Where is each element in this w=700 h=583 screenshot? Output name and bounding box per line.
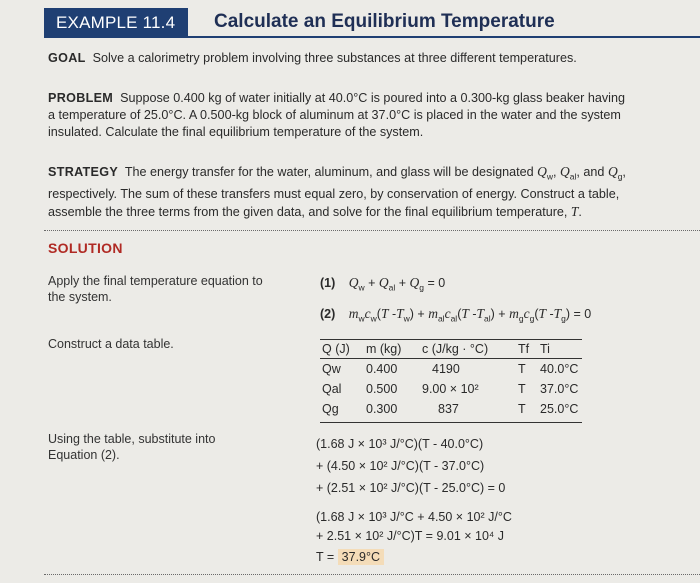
solution-title: SOLUTION bbox=[48, 240, 123, 256]
header-m: m (kg) bbox=[364, 340, 420, 359]
strategy-paragraph: STRATEGY The energy transfer for the water, aluminum, and glass will be designated $Q_w$, $Q_{al}$, and $Q_g$, respectively. The sum of these transfers must equal zero, by conservation of energy. Construct a table, assemble the three terms from the given data, and solve for the final equilibrium temperature, T. bbox=[48, 164, 626, 219]
data-table bbox=[320, 340, 582, 419]
result-prefix: T = bbox=[316, 550, 335, 564]
step-2-text: Construct a data table. bbox=[48, 337, 174, 351]
cell-tf: T bbox=[518, 382, 526, 396]
strategy-line-2: respectively. The sum of these transfers must equal zero, by conservation of energy. Construct a table, bbox=[48, 186, 620, 201]
equation-1: (1) $Q_w + Q_{al} + Q_g = 0$ bbox=[320, 275, 446, 293]
problem-line-1: Suppose 0.400 kg of water initially at 40.0°C is poured into a 0.300-kg glass beaker having bbox=[120, 91, 625, 105]
table-row bbox=[320, 399, 582, 419]
equation-2-number: (2) bbox=[320, 307, 336, 321]
cell-q: Qw bbox=[322, 362, 341, 376]
problem-paragraph bbox=[48, 90, 625, 141]
cell-ti: 37.0°C bbox=[540, 382, 579, 396]
strategy-label: STRATEGY bbox=[48, 165, 119, 179]
substitution-line-3: + (2.51 × 10² J/°C)(T - 25.0°C) = 0 bbox=[316, 481, 506, 495]
equation-1-number: (1) bbox=[320, 276, 336, 290]
cell-m: 0.300 bbox=[366, 402, 398, 416]
cell-m: 0.500 bbox=[366, 382, 398, 396]
substitution-line-4: (1.68 J × 10³ J/°C + 4.50 × 10² J/°C bbox=[316, 510, 512, 524]
header-q: Q (J) bbox=[320, 340, 364, 359]
cell-q: Qg bbox=[322, 402, 339, 416]
goal-paragraph bbox=[48, 50, 577, 67]
substitution-line-1: (1.68 J × 10³ J/°C)(T - 40.0°C) bbox=[316, 437, 484, 451]
final-result bbox=[316, 550, 384, 564]
goal-label: GOAL bbox=[48, 51, 86, 65]
cell-m: 0.400 bbox=[366, 362, 398, 376]
header-tf: Tf bbox=[516, 340, 538, 359]
substitution-line-5: + 2.51 × 10² J/°C)T = 9.01 × 10⁴ J bbox=[316, 529, 505, 543]
table-row bbox=[320, 379, 582, 399]
strategy-line-1: The energy transfer for the water, aluminum, and glass will be designated bbox=[124, 165, 534, 179]
example-badge: EXAMPLE 11.4 bbox=[44, 8, 188, 38]
problem-line-2: a temperature of 25.0°C. A 0.500-kg block of aluminum at 37.0°C is placed in the water and the system bbox=[48, 108, 621, 122]
substitution-line-2: + (4.50 × 10² J/°C)(T - 37.0°C) bbox=[316, 459, 485, 473]
cell-tf: T bbox=[518, 362, 526, 376]
problem-line-3: insulated. Calculate the final equilibrium temperature of the system. bbox=[48, 125, 424, 139]
cell-ti: 40.0°C bbox=[540, 362, 579, 376]
strategy-symbols: $Q_w$, $Q_{al}$, and $Q_g$, bbox=[537, 164, 626, 182]
cell-tf: T bbox=[518, 402, 526, 416]
step-3-text: Using the table, substitute into Equation (2). bbox=[48, 432, 216, 462]
step-1-text: Apply the final temperature equation to the system. bbox=[48, 274, 263, 304]
goal-text: Solve a calorimetry problem involving three substances at three different temperatures. bbox=[92, 51, 577, 65]
cell-ti: 25.0°C bbox=[540, 402, 579, 416]
strategy-line-3: assemble the three terms from the given data, and solve for the final equilibrium temperature, bbox=[48, 204, 568, 219]
bottom-divider bbox=[44, 574, 700, 575]
table-bottom-rule bbox=[320, 422, 582, 423]
table-header-row bbox=[320, 340, 582, 359]
header-ti: Ti bbox=[538, 340, 582, 359]
cell-c: 9.00 × 10² bbox=[422, 382, 479, 396]
cell-c: 837 bbox=[438, 402, 459, 416]
section-divider bbox=[44, 230, 700, 231]
table-row bbox=[320, 359, 582, 380]
result-value: 37.9°C bbox=[338, 549, 384, 565]
equation-2: (2) $m_wc_w(T$ $-T_w) + m_{al}c_{al}(T$ $-T_{al}) + m_gc_g(T$ $-T_g) = 0$ bbox=[320, 306, 592, 324]
example-title: Calculate an Equilibrium Temperature bbox=[214, 11, 555, 32]
header-c: c (J/kg · °C) bbox=[420, 340, 516, 359]
cell-q: Qal bbox=[322, 382, 342, 396]
problem-label: PROBLEM bbox=[48, 91, 114, 105]
cell-c: 4190 bbox=[432, 362, 460, 376]
